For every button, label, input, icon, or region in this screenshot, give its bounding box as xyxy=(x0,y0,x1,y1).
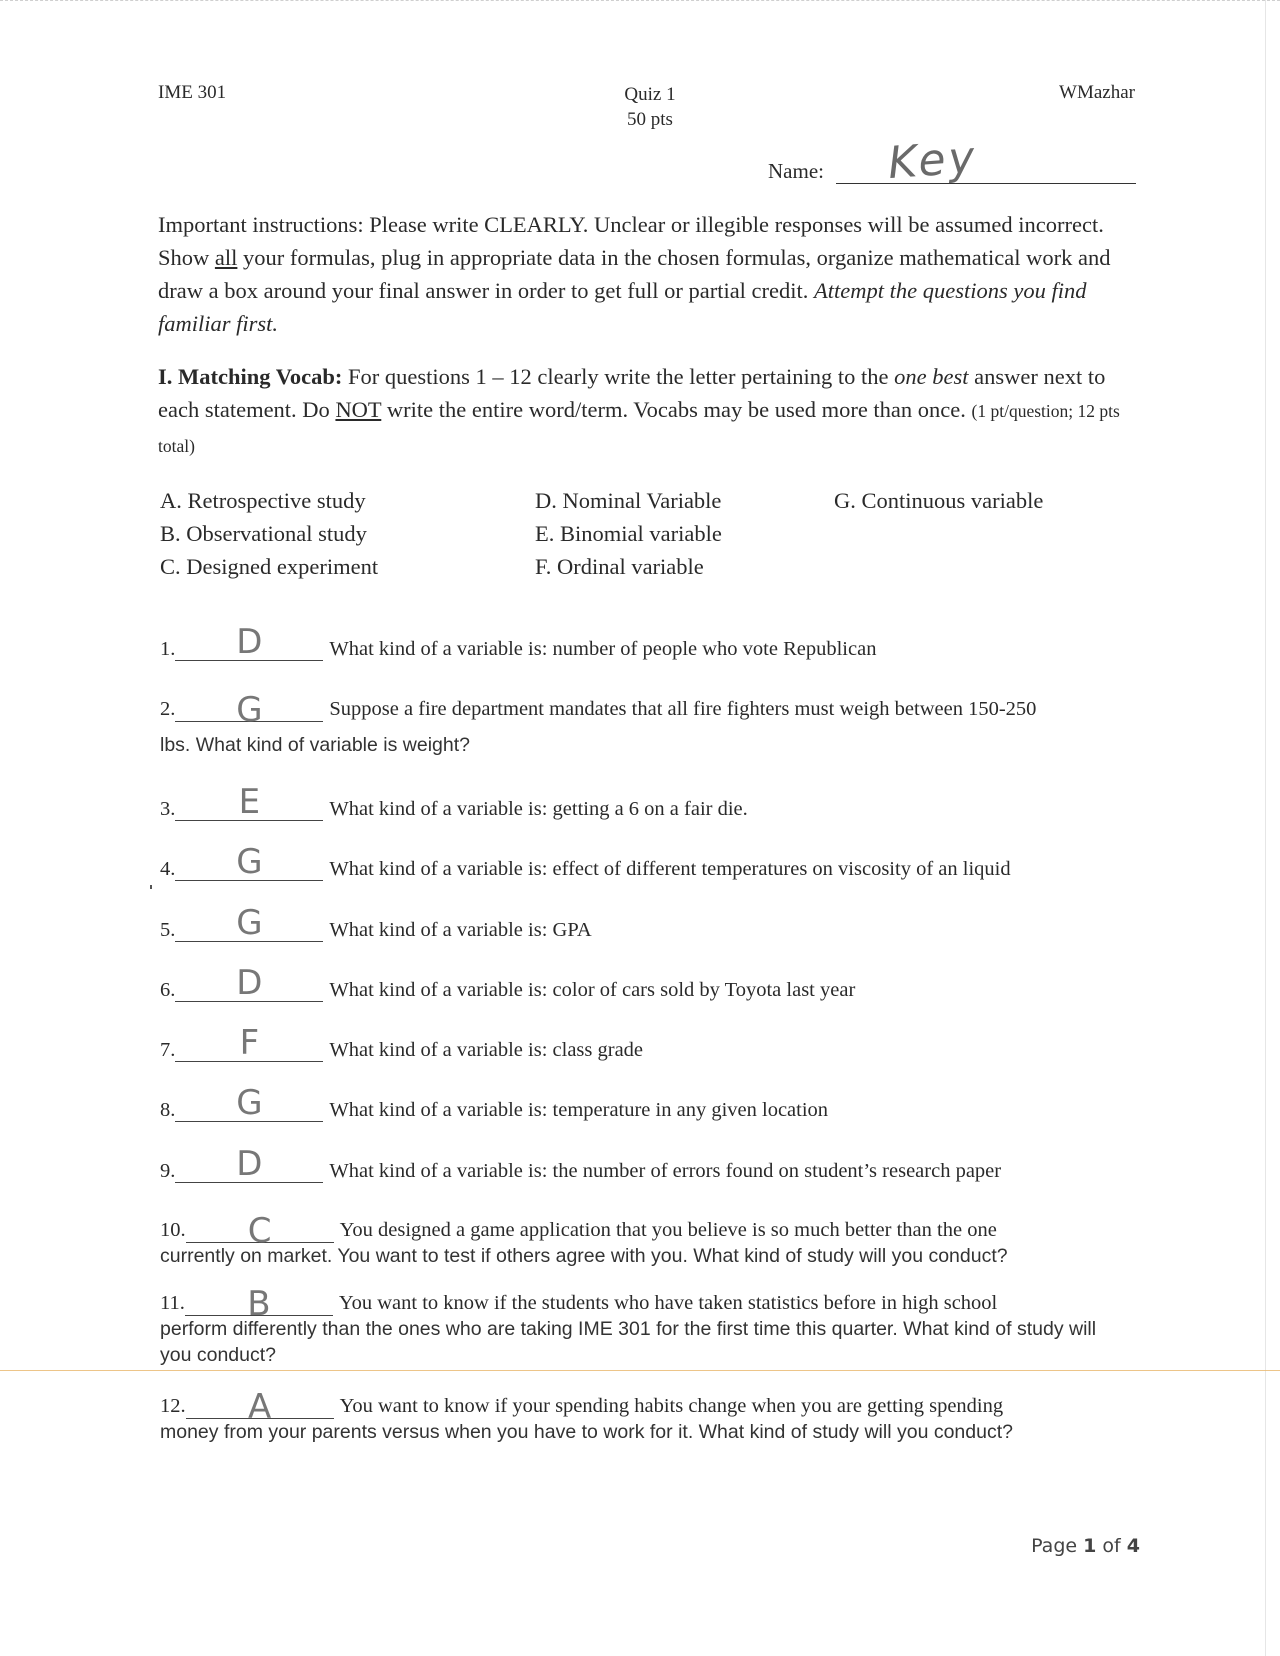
question-number: 8. xyxy=(160,1099,176,1121)
question-2 xyxy=(160,690,1120,758)
answer-handwritten: G xyxy=(236,690,263,730)
question-continuation: currently on market. You want to test if others agree with you. What kind of study will you conduct? xyxy=(160,1245,1008,1267)
question-number: 7. xyxy=(160,1039,176,1061)
instructions-text-1: Important instructions: Please write CLEARLY. Unclear or illegible responses will be assumed incorrect. Show xyxy=(158,212,1104,270)
option-d: D. Nominal Variable xyxy=(535,488,722,513)
answer-blank xyxy=(175,1083,323,1123)
option-b: B. Observational study xyxy=(160,521,367,546)
answer-handwritten: D xyxy=(236,963,263,1003)
section-text-2: answer next to each statement. Do xyxy=(158,364,1106,422)
question-number: 4. xyxy=(160,858,176,880)
question-number: 6. xyxy=(160,979,176,1001)
section-intro xyxy=(158,360,1138,463)
options-column-2 xyxy=(535,484,722,583)
option-c: C. Designed experiment xyxy=(160,554,379,579)
page-total: 4 xyxy=(1126,1535,1140,1557)
author: WMazhar xyxy=(1059,82,1135,103)
question-text: What kind of a variable is: color of cars sold by Toyota last year xyxy=(329,979,856,1001)
answer-blank xyxy=(175,1144,323,1184)
course-code: IME 301 xyxy=(158,82,227,103)
question-text: What kind of a variable is: GPA xyxy=(329,919,592,941)
question-7 xyxy=(160,1023,644,1063)
section-italic: one best xyxy=(894,364,969,389)
question-text: You designed a game application that you believe is so much better than the one xyxy=(339,1219,997,1241)
question-number: 11. xyxy=(160,1292,185,1314)
question-number: 1. xyxy=(160,638,176,660)
section-underlined: NOT xyxy=(335,397,382,422)
answer-handwritten: B xyxy=(247,1284,271,1324)
question-number: 2. xyxy=(160,698,176,720)
answer-handwritten: A xyxy=(247,1387,272,1427)
question-text: You want to know if the students who have taken statistics before in high school xyxy=(338,1292,998,1314)
section-points-note: (1 pt/question; 12 pts total) xyxy=(158,401,1120,456)
question-number: 10. xyxy=(160,1219,186,1241)
question-continuation: perform differently than the ones who are taking IME 301 for the first time this quarter. What kind of study will you conduct? xyxy=(160,1318,1097,1366)
answer-blank xyxy=(175,903,323,943)
question-number: 9. xyxy=(160,1160,176,1182)
question-6 xyxy=(160,963,856,1003)
answer-blank xyxy=(175,690,323,730)
stray-mark xyxy=(150,885,152,889)
answer-handwritten: C xyxy=(247,1211,272,1251)
instructions-underlined: all xyxy=(214,245,238,270)
answer-handwritten: G xyxy=(236,903,263,943)
question-text: What kind of a variable is: class grade xyxy=(329,1039,644,1061)
scan-right-edge xyxy=(1265,0,1266,1656)
question-text: What kind of a variable is: temperature in any given location xyxy=(329,1099,829,1121)
name-label: Name: xyxy=(768,159,824,183)
question-3 xyxy=(160,782,748,822)
options-column-1 xyxy=(160,484,378,583)
name-handwritten: Key xyxy=(886,131,980,190)
answer-handwritten: G xyxy=(236,1083,263,1123)
question-10 xyxy=(160,1211,1120,1269)
options-column-3 xyxy=(834,484,1043,517)
question-11 xyxy=(160,1284,1120,1368)
question-text: Suppose a fire department mandates that all fire fighters must weigh between 150-250 xyxy=(329,698,1037,720)
answer-blank xyxy=(186,1387,334,1427)
answer-handwritten: D xyxy=(236,622,263,662)
section-title: I. Matching Vocab: xyxy=(158,364,343,389)
question-12 xyxy=(160,1387,1120,1445)
answer-blank xyxy=(175,1023,323,1063)
question-4 xyxy=(160,842,1011,882)
page-current: 1 xyxy=(1083,1535,1097,1557)
page-prefix: Page xyxy=(1031,1535,1084,1557)
question-continuation: money from your parents versus when you have to work for it. What kind of study will you conduct? xyxy=(160,1421,1013,1443)
question-text: What kind of a variable is: getting a 6 on a fair die. xyxy=(329,798,748,820)
instructions-italic: Attempt the questions you find familiar first. xyxy=(158,278,1087,336)
answer-blank xyxy=(175,622,323,662)
question-text: What kind of a variable is: the number of errors found on student’s research paper xyxy=(329,1160,1002,1182)
question-text: What kind of a variable is: number of people who vote Republican xyxy=(329,638,877,660)
question-number: 5. xyxy=(160,919,176,941)
page-indicator xyxy=(1031,1535,1140,1557)
question-1 xyxy=(160,622,877,662)
question-number: 12. xyxy=(160,1395,186,1417)
answer-handwritten: F xyxy=(239,1023,260,1063)
answer-handwritten: D xyxy=(236,1144,263,1184)
answer-blank xyxy=(175,842,323,882)
section-text-3: write the entire word/term. Vocabs may be used more than once. xyxy=(381,397,972,422)
section-text-1: For questions 1 – 12 clearly write the letter pertaining to the xyxy=(342,364,895,389)
quiz-title-block xyxy=(600,82,700,132)
scan-fold-line xyxy=(0,1370,1280,1371)
option-a: A. Retrospective study xyxy=(160,488,366,513)
answer-blank xyxy=(175,963,323,1003)
option-f: F. Ordinal variable xyxy=(535,554,704,579)
question-text: What kind of a variable is: effect of different temperatures on viscosity of an liquid xyxy=(329,858,1011,880)
instructions xyxy=(158,208,1138,340)
quiz-title: Quiz 1 xyxy=(624,84,676,105)
question-text: You want to know if your spending habits change when you are getting spending xyxy=(339,1395,1004,1417)
quiz-points: 50 pts xyxy=(627,109,673,130)
question-number: 3. xyxy=(160,798,176,820)
page-of: of xyxy=(1096,1535,1127,1557)
instructions-text-2: your formulas, plug in appropriate data in the chosen formulas, organize mathematical work and draw a box around your final answer in order to get full or partial credit. xyxy=(158,245,1111,303)
answer-blank xyxy=(185,1284,333,1324)
answer-blank xyxy=(186,1211,334,1251)
question-continuation: lbs. What kind of variable is weight? xyxy=(160,734,470,756)
answer-handwritten: E xyxy=(238,782,261,822)
answer-blank xyxy=(175,782,323,822)
question-5 xyxy=(160,903,592,943)
question-9 xyxy=(160,1144,1002,1184)
scan-edge xyxy=(0,0,1280,5)
name-line xyxy=(836,183,1136,184)
name-field xyxy=(768,131,1136,190)
question-8 xyxy=(160,1083,829,1123)
answer-handwritten: G xyxy=(236,842,263,882)
option-e: E. Binomial variable xyxy=(535,521,722,546)
option-g: G. Continuous variable xyxy=(834,488,1044,513)
